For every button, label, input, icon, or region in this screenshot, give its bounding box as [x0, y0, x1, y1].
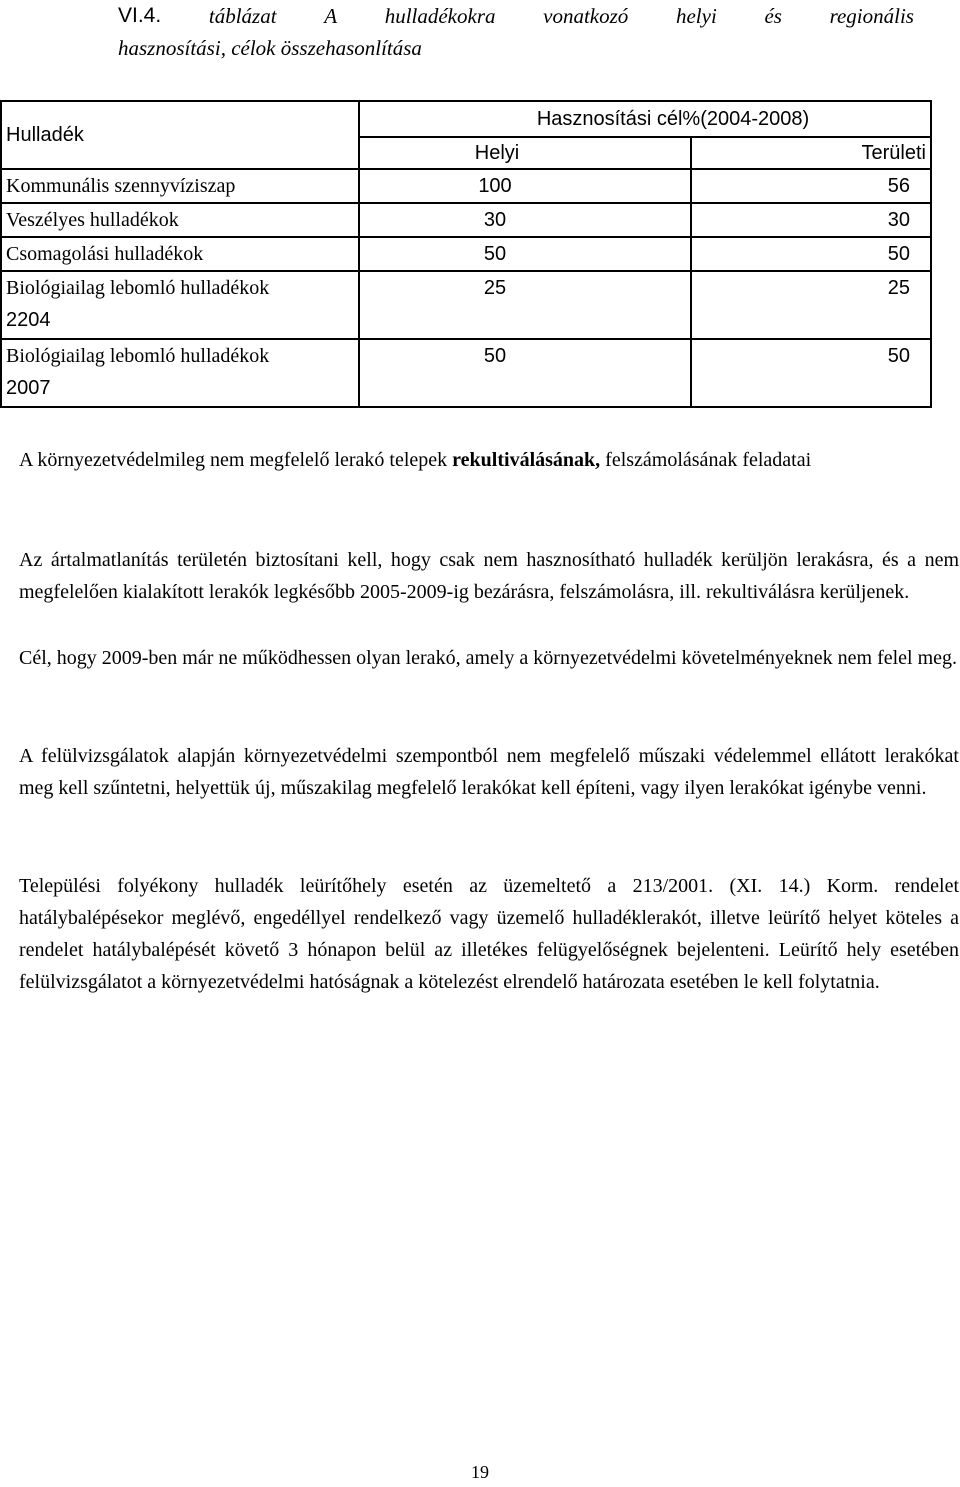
waste-name: Kommunális szennyvíziszap	[1, 169, 359, 203]
regional-value: 50	[691, 339, 931, 407]
local-value: 50	[359, 237, 691, 271]
regional-value: 25	[691, 271, 931, 339]
header-local: Helyi	[359, 137, 691, 169]
caption-word: és	[764, 4, 782, 28]
paragraph-1: Az ártalmatlanítás területén biztosítani kell, hogy csak nem hasznosítható hulladék kerüljön lerakásra, és a nem megfelelően kialakított lerakók legkésőbb 2005-2009-ig bezárásra, felszámolásra, ill. rekultiválásra kerüljenek.	[19, 549, 959, 603]
table-row	[1, 271, 931, 339]
caption-line-2: hasznosítási, célok összehasonlítása	[118, 36, 422, 60]
waste-name-line1: Biológiailag lebomló hulladékok	[6, 277, 270, 299]
local-value: 100	[359, 169, 691, 203]
local-value: 50	[359, 339, 691, 407]
waste-name-line2: 2204	[6, 309, 51, 331]
waste-name	[1, 339, 359, 407]
page-number: 19	[471, 1462, 489, 1482]
header-waste: Hulladék	[1, 101, 359, 169]
waste-name-line1: Biológiailag lebomló hulladékok	[6, 345, 270, 367]
header-goal: Hasznosítási cél%(2004-2008)	[359, 101, 931, 137]
caption-word: hulladékokra	[384, 4, 496, 28]
regional-value: 30	[691, 203, 931, 237]
paragraph-4: Települési folyékony hulladék leürítőhely esetén az üzemeltető a 213/2001. (XI. 14.) Korm. rendelet hatálybalépésekor meglévő, engedéllyel rendelkező vagy üzemelő hulladéklerakót, illetve leürítő helyet köteles a rendelet hatálybalépését követő 3 hónapon belül az illetékes felügyelőségnek bejelenteni. Leürítő hely esetében felülvizsgálatot a környezetvédelmi hatóságnak a kötelezést elrendelő határozata esetében le kell folytatnia.	[19, 875, 959, 993]
table-caption	[118, 0, 914, 64]
caption-word: regionális	[829, 4, 914, 28]
caption-word: táblázat	[208, 4, 277, 28]
header-regional: Területi	[691, 137, 931, 169]
caption-word: helyi	[675, 4, 717, 28]
heading-bold: rekultiválásának,	[452, 449, 601, 471]
caption-word: A	[324, 4, 338, 28]
caption-word: vonatkozó	[543, 4, 629, 28]
local-value: 25	[359, 271, 691, 339]
waste-goals-table	[0, 100, 932, 408]
paragraph-3: A felülvizsgálatok alapján környezetvédelmi szempontból nem megfelelő műszaki védelemmel ellátott lerakókat meg kell szűntetni, helyettük új, műszakilag megfelelő lerakókat kell építeni, vagy ilyen lerakókat igénybe venni.	[19, 745, 959, 799]
waste-name: Veszélyes hulladékok	[1, 203, 359, 237]
table-row	[1, 237, 931, 271]
waste-name-line2: 2007	[6, 377, 51, 399]
section-heading	[19, 444, 959, 476]
table-row	[1, 169, 931, 203]
regional-value: 56	[691, 169, 931, 203]
caption-number: VI.4.	[118, 4, 162, 27]
table-row	[1, 339, 931, 407]
local-value: 30	[359, 203, 691, 237]
table-row	[1, 203, 931, 237]
regional-value: 50	[691, 237, 931, 271]
heading-part1: A környezetvédelmileg nem megfelelő lerakó telepek	[19, 449, 453, 471]
waste-name	[1, 271, 359, 339]
paragraph-2: Cél, hogy 2009-ben már ne működhessen olyan lerakó, amely a környezetvédelmi követelményeknek nem felel meg.	[19, 647, 958, 669]
waste-name: Csomagolási hulladékok	[1, 237, 359, 271]
heading-part2: felszámolásának feladatai	[600, 449, 812, 471]
